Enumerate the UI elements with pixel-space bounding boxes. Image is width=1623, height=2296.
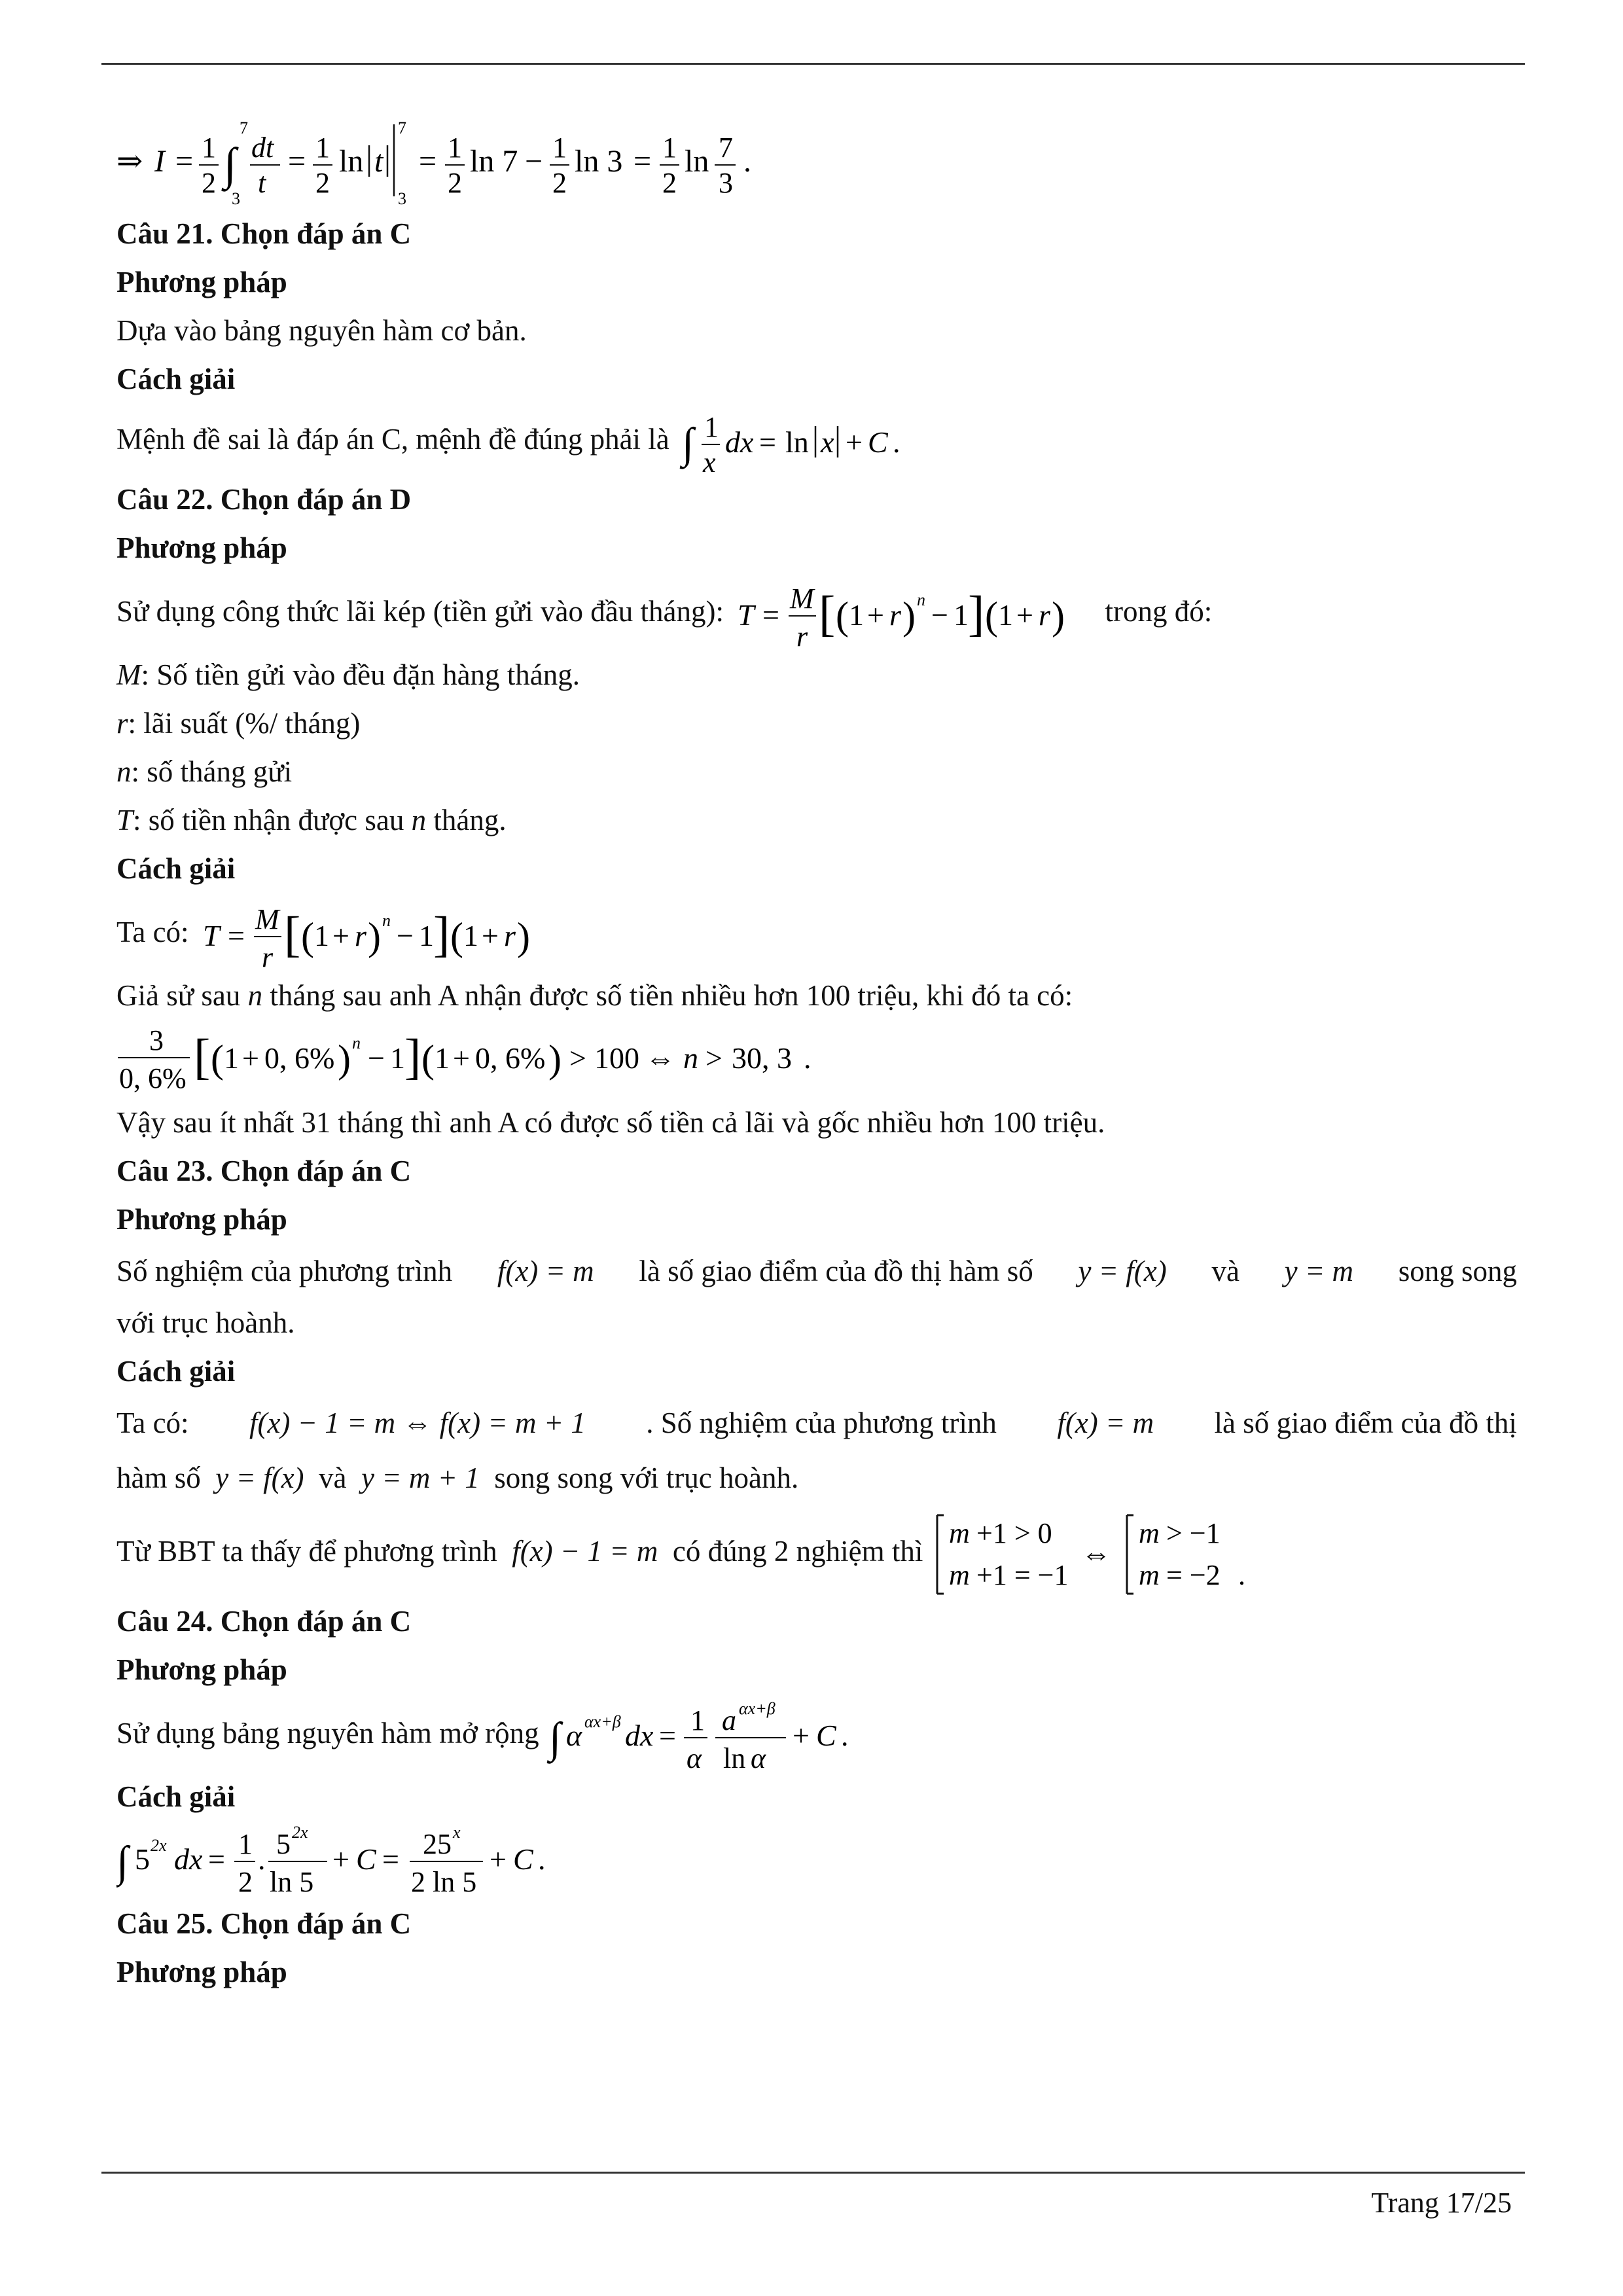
q23-sol-d: hàm số (116, 1462, 201, 1494)
svg-text:C: C (815, 1718, 836, 1752)
svg-text:0, 6%: 0, 6% (264, 1041, 335, 1075)
svg-text:[: [ (819, 586, 836, 641)
svg-text:−: − (931, 598, 949, 632)
svg-text:T: T (202, 918, 220, 952)
q22-ta-co: Ta có: (116, 916, 189, 948)
svg-text:.: . (893, 425, 901, 459)
svg-text:+1 = −1: +1 = −1 (976, 1558, 1069, 1591)
q22-def-n-symbol: n (116, 755, 132, 788)
svg-text:3: 3 (398, 189, 406, 208)
svg-text:1: 1 (662, 132, 677, 164)
svg-text:): ) (1052, 594, 1065, 637)
svg-text:=: = (658, 1718, 676, 1752)
svg-text:ln: ln (722, 1742, 746, 1774)
q22-method-line (116, 572, 1517, 651)
svg-text:t: t (374, 144, 383, 179)
q22-def-t-text: : số tiền nhận được sau (133, 804, 412, 836)
svg-text:ln: ln (785, 425, 809, 459)
svg-text:.: . (840, 1718, 849, 1752)
q22-def-t-tail: tháng. (426, 804, 507, 836)
svg-text:⇔: ⇔ (1080, 1536, 1111, 1570)
q22-def-n (116, 747, 1517, 796)
page-content (116, 111, 1517, 1996)
q22-method-text: Sử dụng công thức lãi kép (tiền gửi vào đầu tháng): (116, 595, 724, 628)
q22-inequality-line (116, 1020, 1517, 1098)
q22-def-m-text: : Số tiền gửi vào đều đặn hàng tháng. (141, 658, 580, 691)
q21-method-text: Dựa vào bảng nguyên hàm cơ bản. (116, 314, 527, 347)
svg-text:3: 3 (232, 189, 240, 208)
svg-text:1: 1 (463, 918, 478, 952)
q22-method-label: Phương pháp (116, 531, 287, 564)
q23-solution-line1 (116, 1395, 1517, 1450)
svg-text:(: ( (450, 914, 463, 958)
svg-text:=: = (288, 144, 306, 179)
svg-text:+: + (867, 598, 885, 632)
svg-text:ln: ln (685, 144, 709, 179)
svg-text:+: + (332, 1842, 349, 1876)
q23-sol-b: . Số nghiệm của phương trình (646, 1407, 997, 1439)
q22-solution-line (116, 893, 1517, 971)
q21-integral-formula (677, 406, 919, 478)
q21-solution-label: Cách giải (116, 363, 236, 395)
svg-text:): ) (548, 1037, 562, 1081)
svg-text:r: r (503, 918, 516, 952)
q22-def-t (116, 796, 1517, 844)
svg-text:r: r (1039, 598, 1051, 632)
svg-text:2 ln 5: 2 ln 5 (411, 1866, 477, 1898)
svg-text:5: 5 (135, 1842, 150, 1876)
svg-text:): ) (516, 914, 530, 958)
svg-text:∫: ∫ (682, 419, 694, 467)
svg-text:t: t (258, 167, 266, 199)
q24-solution-label: Cách giải (116, 1780, 236, 1813)
svg-text:1: 1 (238, 1828, 253, 1860)
svg-text:1: 1 (849, 598, 865, 632)
svg-text:): ) (367, 914, 381, 958)
svg-text:=: = (759, 425, 776, 459)
q24-solution-line (116, 1821, 1517, 1899)
q21-solution-text: Mệnh đề sai là đáp án C, mệnh đề đúng phải là (116, 423, 669, 456)
q22-assume-n: n (247, 979, 263, 1012)
q22-method-tail: trong đó: (1105, 595, 1213, 628)
svg-text:0, 6%: 0, 6% (119, 1062, 187, 1094)
svg-text:n: n (917, 590, 926, 609)
svg-text:m: m (948, 1516, 970, 1549)
q23-sol-c: là số giao điểm của đồ thị (1214, 1407, 1517, 1439)
q23-method-f2: y = f(x) (1078, 1255, 1167, 1287)
q24-solution-formula (116, 1821, 588, 1899)
svg-text:∫: ∫ (116, 1838, 129, 1886)
q22-conclusion: Vậy sau ít nhất 31 tháng thì anh A có được số tiền cả lãi và gốc nhiều hơn 100 triệu. (116, 1106, 1105, 1139)
svg-text:= −2: = −2 (1166, 1558, 1221, 1591)
svg-text:+: + (481, 918, 499, 952)
svg-text:[: [ (194, 1030, 211, 1085)
svg-text:1: 1 (315, 132, 330, 164)
svg-text:(: ( (836, 594, 849, 637)
svg-text:): ) (338, 1037, 351, 1081)
svg-text:2: 2 (662, 167, 677, 199)
q22-def-t-n: n (411, 804, 427, 836)
svg-text:2: 2 (202, 167, 216, 199)
svg-text:=: = (633, 144, 652, 179)
svg-text:r: r (261, 941, 273, 973)
q22-def-r (116, 699, 1517, 747)
q23-sol-e: và (319, 1462, 347, 1494)
svg-text:⇒: ⇒ (116, 144, 143, 179)
q22-solution-label: Cách giải (116, 852, 236, 885)
svg-text:1: 1 (704, 410, 719, 443)
q24-method-text: Sử dụng bảng nguyên hàm mở rộng (116, 1717, 539, 1749)
q21-method-label: Phương pháp (116, 266, 287, 298)
svg-text:r: r (354, 918, 366, 952)
q23-bbt-line (116, 1505, 1517, 1597)
q22-def-t-symbol: T (116, 804, 134, 836)
svg-text:+: + (846, 425, 863, 459)
svg-text:C: C (868, 425, 888, 459)
q22-heading: Câu 22. Chọn đáp án D (116, 483, 412, 516)
svg-text:C: C (513, 1842, 533, 1876)
svg-text:=: = (419, 144, 437, 179)
svg-text:C: C (356, 1842, 376, 1876)
svg-text:+: + (332, 918, 349, 952)
q21-heading: Câu 21. Chọn đáp án C (116, 217, 412, 250)
q23-method-d: song song (1398, 1255, 1517, 1287)
svg-text:x: x (821, 425, 834, 459)
q23-bbt-a: Từ BBT ta thấy để phương trình (116, 1535, 497, 1568)
svg-text:25: 25 (423, 1828, 452, 1860)
svg-text:M: M (255, 903, 279, 935)
svg-text:0, 6%: 0, 6% (475, 1041, 546, 1075)
svg-text:∫: ∫ (548, 1713, 561, 1762)
svg-text:3: 3 (719, 167, 733, 199)
svg-text:2: 2 (315, 167, 330, 199)
svg-text:x: x (453, 1823, 461, 1842)
q24-method-label: Phương pháp (116, 1653, 287, 1686)
svg-text:1: 1 (390, 1041, 405, 1075)
svg-text:30, 3: 30, 3 (732, 1041, 792, 1075)
footer-rule (101, 2172, 1525, 2174)
svg-text:⇔: ⇔ (645, 1041, 675, 1075)
svg-text:): ) (902, 594, 916, 637)
svg-text:.: . (258, 1842, 266, 1876)
svg-text:m: m (1138, 1558, 1160, 1591)
svg-text:1: 1 (224, 1041, 239, 1075)
svg-text:1: 1 (954, 598, 969, 632)
svg-text:(: ( (300, 914, 314, 958)
q23-method-label: Phương pháp (116, 1203, 287, 1236)
svg-text:ln: ln (339, 144, 364, 179)
q23-bbt-b: có đúng 2 nghiệm thì (672, 1535, 923, 1568)
svg-text:α: α (750, 1742, 766, 1774)
svg-text:2: 2 (238, 1866, 253, 1898)
svg-text:3: 3 (149, 1024, 164, 1056)
q23-solution-line2 (116, 1450, 1517, 1505)
svg-text:I: I (154, 144, 165, 179)
svg-text:2x: 2x (151, 1836, 167, 1855)
svg-text:+: + (242, 1041, 259, 1075)
svg-text:]: ] (968, 586, 985, 641)
svg-text:+: + (453, 1041, 470, 1075)
svg-text:+1 > 0: +1 > 0 (976, 1516, 1052, 1549)
svg-text:M: M (790, 582, 814, 615)
q23-method-f1: f(x) = m (497, 1255, 594, 1287)
svg-text:=: = (175, 144, 194, 179)
q22-def-m-symbol: M (116, 658, 141, 691)
svg-text:2: 2 (448, 167, 462, 199)
svg-text:+: + (490, 1842, 507, 1876)
svg-text:T: T (738, 598, 755, 632)
header-rule (101, 63, 1525, 65)
svg-text:5: 5 (276, 1828, 291, 1860)
q23-bbt-system-formula (931, 1509, 1271, 1600)
q23-method-line1 (116, 1244, 1517, 1299)
q23-method-c: và (1211, 1255, 1240, 1287)
q24-method-line (116, 1694, 1517, 1772)
svg-text:a: a (721, 1704, 736, 1736)
svg-text:100: 100 (594, 1041, 639, 1075)
svg-text:1: 1 (313, 918, 329, 952)
svg-text:∫: ∫ (224, 139, 237, 190)
svg-text:n: n (352, 1033, 361, 1052)
q23-sol-f4: y = m + 1 (361, 1462, 480, 1494)
q22-assume-a: Giả sử sau (116, 979, 248, 1012)
svg-text:.: . (804, 1041, 812, 1075)
q23-sol-f3: y = f(x) (215, 1462, 304, 1494)
svg-text:r: r (889, 598, 902, 632)
q21-solution-line (116, 403, 1517, 478)
svg-text:m: m (948, 1558, 970, 1591)
q22-def-m (116, 651, 1517, 699)
svg-text:.: . (1238, 1558, 1245, 1591)
q23-sol-g: song song với trục hoành. (494, 1462, 799, 1494)
svg-text:1: 1 (552, 132, 567, 164)
svg-text:[: [ (283, 906, 301, 962)
q22-def-r-symbol: r (116, 707, 128, 740)
svg-text:+: + (792, 1718, 810, 1752)
svg-text:ln 3: ln 3 (575, 144, 623, 179)
svg-text:(: ( (421, 1037, 435, 1081)
q24-extended-antiderivative-formula (546, 1697, 913, 1776)
svg-text:]: ] (433, 906, 450, 962)
svg-text:.: . (538, 1842, 546, 1876)
q23-method-f3: y = m (1284, 1255, 1353, 1287)
svg-text:=: = (227, 918, 245, 952)
svg-text:dx: dx (174, 1842, 203, 1876)
q22-assume (116, 971, 1517, 1020)
q23-sol-f1: f(x) − 1 = m ⇔ f(x) = m + 1 (249, 1407, 586, 1439)
svg-text:dx: dx (624, 1718, 654, 1752)
q22-solution-formula (196, 896, 550, 975)
svg-text:−: − (368, 1041, 385, 1075)
q23-method-a: Số nghiệm của phương trình (116, 1255, 453, 1287)
svg-text:2x: 2x (292, 1823, 308, 1842)
svg-text:7: 7 (240, 118, 248, 137)
svg-text:=: = (762, 598, 780, 632)
svg-text:dx: dx (725, 425, 754, 459)
svg-text:α: α (686, 1742, 702, 1774)
svg-text:x: x (703, 446, 716, 478)
q22-def-n-text: : số tháng gửi (131, 755, 293, 788)
svg-text:1: 1 (448, 132, 462, 164)
svg-text:1: 1 (202, 132, 216, 164)
q25-heading: Câu 25. Chọn đáp án C (116, 1907, 412, 1940)
q22-assume-b: tháng sau anh A nhận được số tiền nhiều hơn 100 triệu, khi đó ta có: (262, 979, 1073, 1012)
svg-text:=: = (382, 1842, 399, 1876)
svg-text:2: 2 (552, 167, 567, 199)
svg-text:dt: dt (251, 132, 274, 164)
svg-text:−: − (396, 918, 414, 952)
svg-text:n: n (683, 1041, 698, 1075)
q23-method-e: với trục hoành. (116, 1306, 295, 1339)
svg-text:1: 1 (418, 918, 434, 952)
svg-text:(: ( (211, 1037, 224, 1081)
svg-text:αx+β: αx+β (738, 1698, 776, 1718)
integral-result-formula (116, 111, 784, 209)
svg-text:(: ( (985, 594, 999, 637)
q23-method-b: là số giao điểm của đồ thị hàm số (639, 1255, 1033, 1287)
svg-text:.: . (743, 144, 751, 179)
svg-text:1: 1 (998, 598, 1014, 632)
svg-text:αx+β: αx+β (584, 1712, 621, 1731)
svg-text:> −1: > −1 (1166, 1516, 1221, 1549)
q22-compound-interest-formula (731, 575, 1097, 654)
svg-text:r: r (796, 620, 808, 653)
svg-text:−: − (525, 144, 543, 179)
q23-sol-a: Ta có: (116, 1407, 189, 1439)
q23-solution-label: Cách giải (116, 1355, 236, 1388)
svg-text:=: = (208, 1842, 225, 1876)
svg-text:7: 7 (398, 118, 406, 137)
svg-text:1: 1 (435, 1041, 450, 1075)
svg-text:>: > (569, 1041, 586, 1075)
q23-heading: Câu 23. Chọn đáp án C (116, 1155, 412, 1187)
svg-text:>: > (705, 1041, 722, 1075)
q23-bbt-f: f(x) − 1 = m (512, 1535, 658, 1568)
svg-text:+: + (1016, 598, 1034, 632)
page-number: Trang 17/25 (1371, 2187, 1512, 2219)
q22-inequality-formula (116, 1020, 849, 1098)
svg-text:]: ] (404, 1030, 421, 1085)
q23-sol-f2: f(x) = m (1057, 1407, 1154, 1439)
top-formula-line (116, 111, 1517, 209)
svg-text:ln 7: ln 7 (470, 144, 518, 179)
q25-method-label: Phương pháp (116, 1956, 287, 1988)
svg-text:ln 5: ln 5 (270, 1866, 314, 1898)
svg-text:1: 1 (690, 1704, 705, 1736)
svg-text:α: α (565, 1718, 582, 1752)
svg-text:m: m (1138, 1516, 1160, 1549)
svg-text:7: 7 (719, 132, 733, 164)
svg-text:n: n (382, 910, 391, 930)
q22-def-r-text: : lãi suất (%/ tháng) (128, 707, 361, 740)
q24-heading: Câu 24. Chọn đáp án C (116, 1605, 412, 1638)
